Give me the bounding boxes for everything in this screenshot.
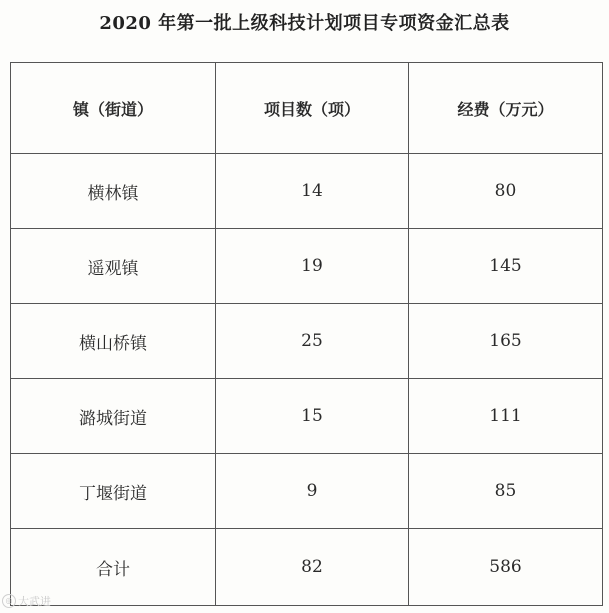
cell-funding: 165	[409, 304, 603, 379]
cell-town: 横林镇	[11, 154, 216, 229]
table-row	[11, 229, 603, 304]
cell-funding: 85	[409, 454, 603, 529]
watermark	[2, 593, 51, 609]
total-label: 合计	[11, 529, 216, 606]
cell-project-count: 19	[216, 229, 409, 304]
cell-project-count: 14	[216, 154, 409, 229]
cell-project-count: 25	[216, 304, 409, 379]
table-row	[11, 379, 603, 454]
table-row	[11, 454, 603, 529]
cell-project-count: 9	[216, 454, 409, 529]
watermark-logo-icon: ◎	[2, 594, 16, 608]
funding-summary-table	[10, 62, 603, 606]
cell-town: 遥观镇	[11, 229, 216, 304]
total-funding: 586	[409, 529, 603, 606]
table-row	[11, 154, 603, 229]
cell-town: 潞城街道	[11, 379, 216, 454]
cell-funding: 145	[409, 229, 603, 304]
table-total-row	[11, 529, 603, 606]
table-header-row	[11, 63, 603, 154]
page-title: 2020 年第一批上级科技计划项目专项资金汇总表	[99, 13, 510, 34]
header-town: 镇（街道）	[11, 63, 216, 154]
header-funding: 经费（万元）	[409, 63, 603, 154]
cell-project-count: 15	[216, 379, 409, 454]
cell-funding: 111	[409, 379, 603, 454]
cell-town: 丁堰街道	[11, 454, 216, 529]
cell-funding: 80	[409, 154, 603, 229]
table-row	[11, 304, 603, 379]
watermark-text: 大武进	[18, 595, 51, 608]
total-project-count: 82	[216, 529, 409, 606]
cell-town: 横山桥镇	[11, 304, 216, 379]
header-project-count: 项目数（项）	[216, 63, 409, 154]
